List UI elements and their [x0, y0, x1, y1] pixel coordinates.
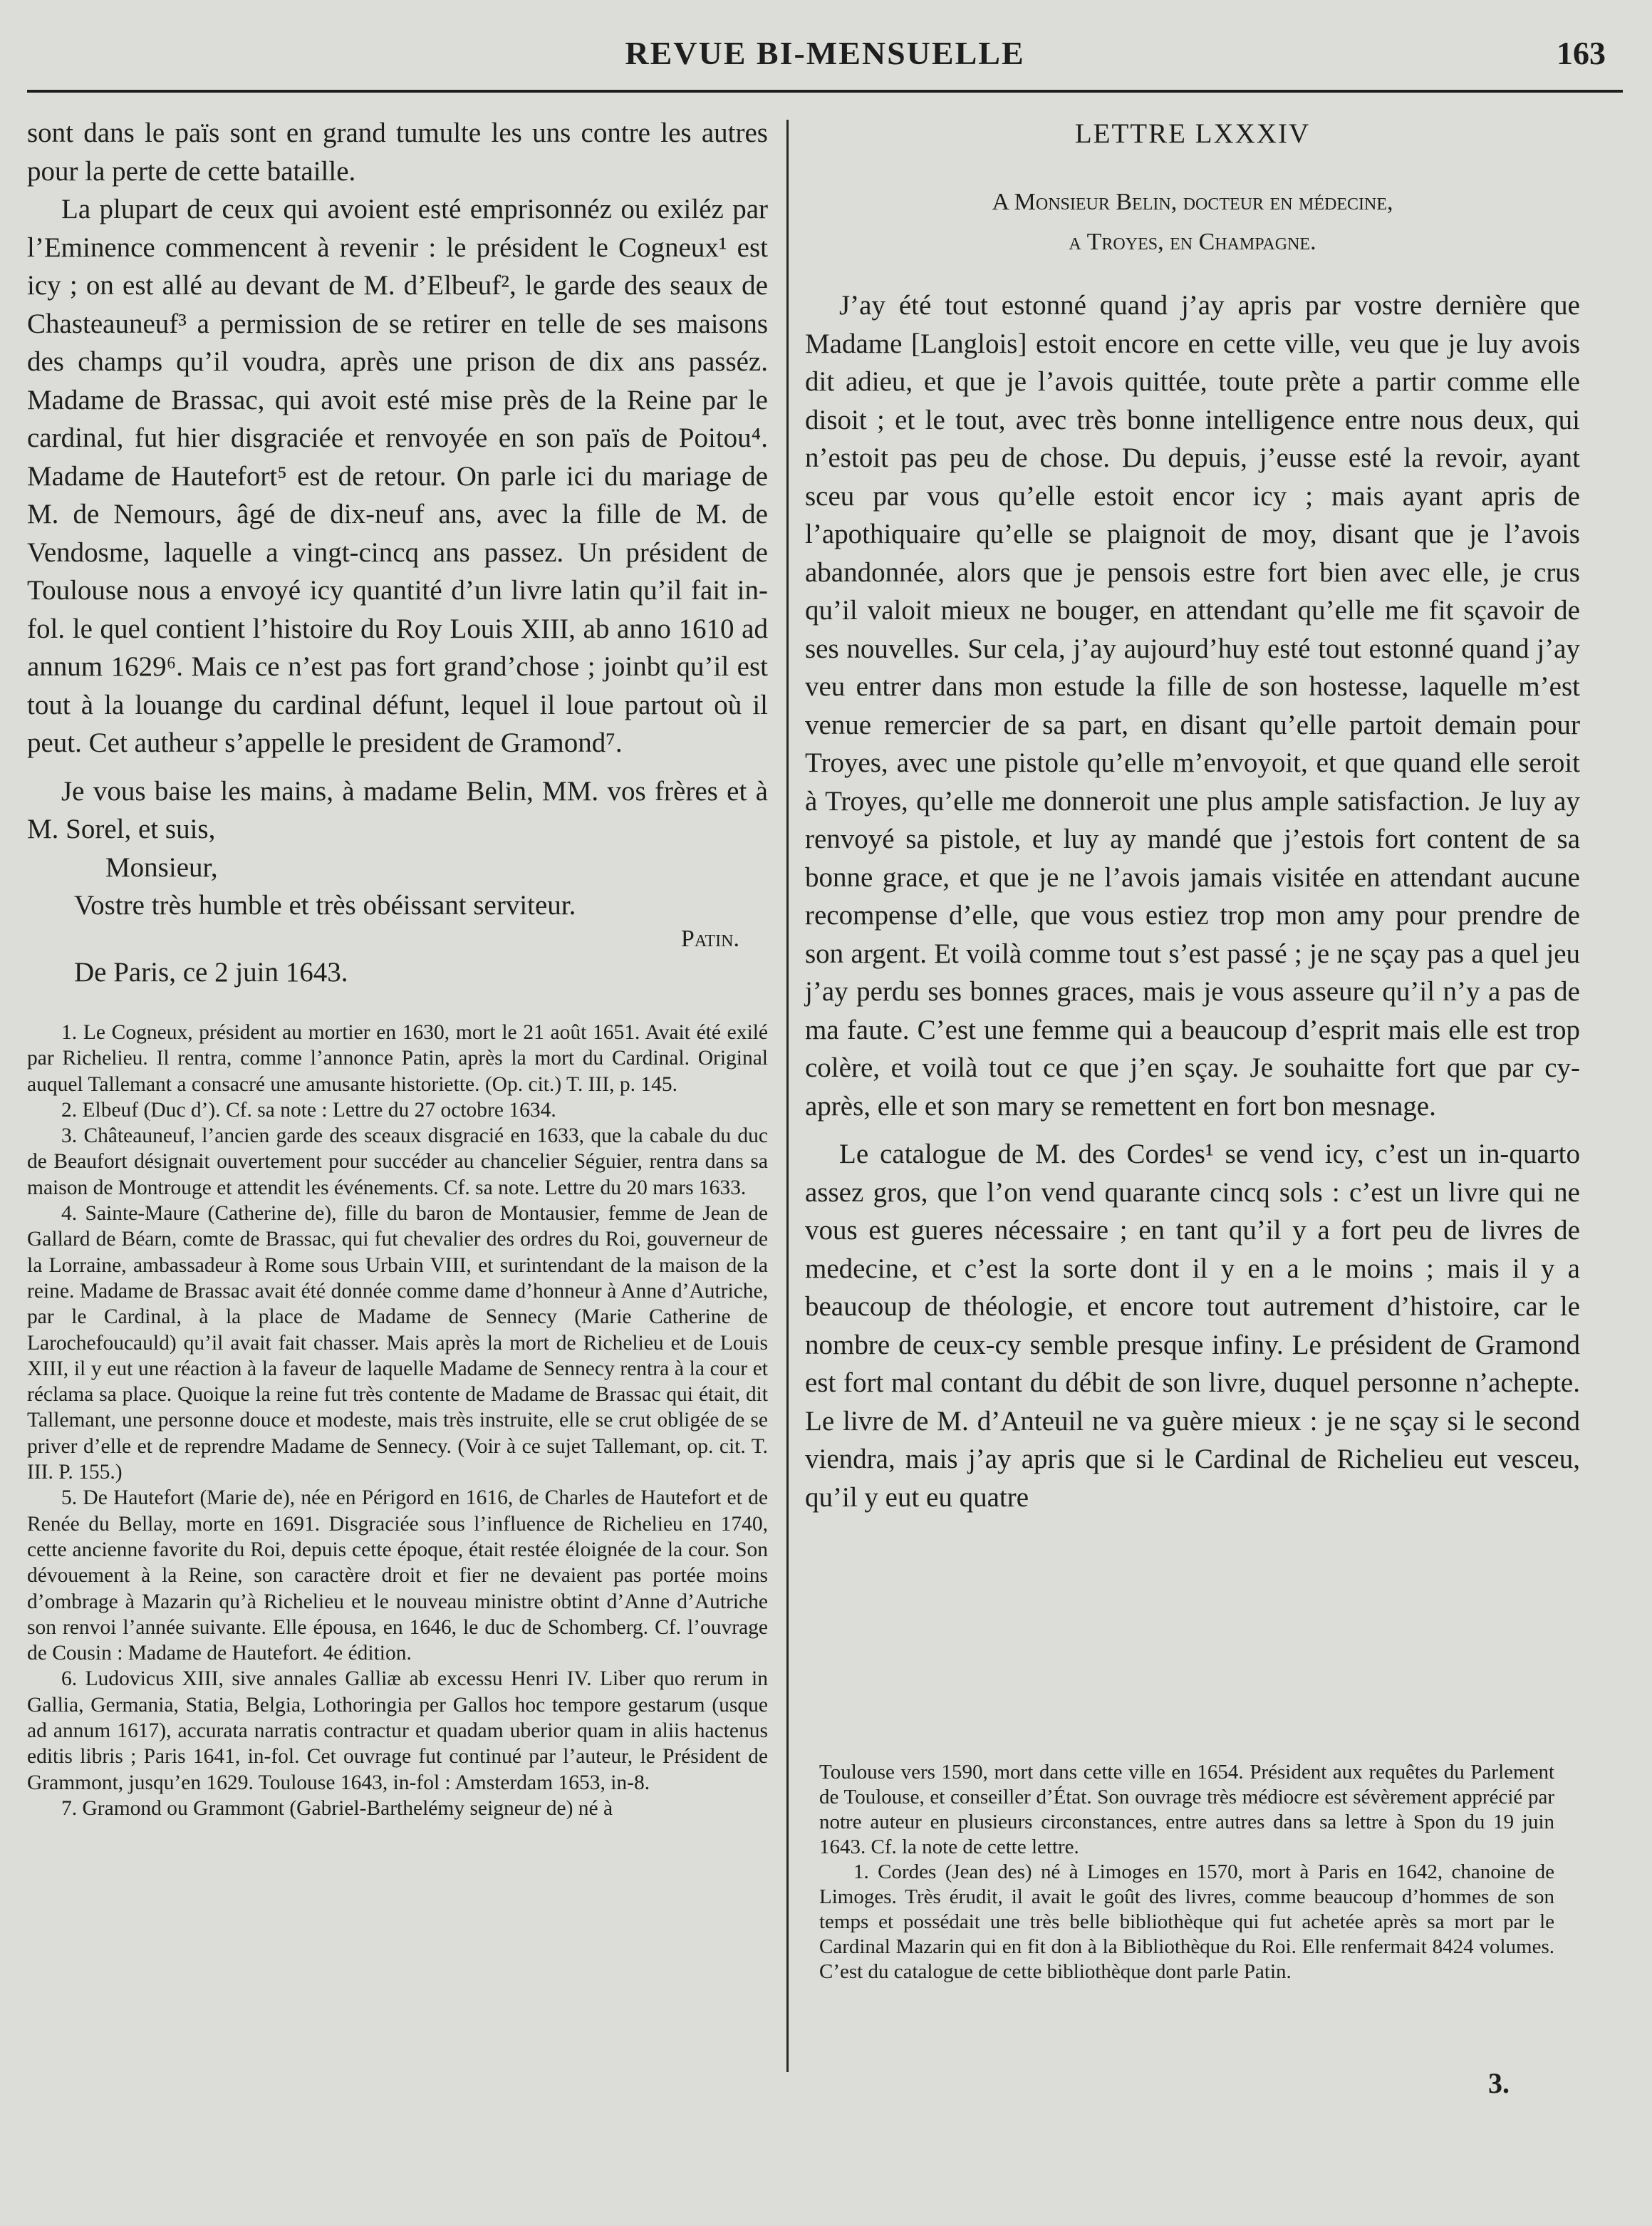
footnote-7: 7. Gramond ou Grammont (Gabriel-Barthelémy seigneur de) né à [61, 1796, 613, 1820]
footnote-5: 5. De Hautefort (Marie de), née en Périgord en 1616, de Charles de Hautefort et de Renée du Bellay, morte en 1691. Disgraciée sous l’influence de Richelieu en 1740, cette ancienne favorite du Roi, depuis cette époque, était restée éloignée de la cour. Son dévouement à la Reine, son caractère droit et fier ne devaient pas portée moins d’ombrage à Mazarin qu’à Richelieu et le nouveau ministre obtint d’Anne d’Autriche son renvoi l’année suivante. Elle épousa, en 1646, le duc de Schomberg. Cf. l’ouvrage de Cousin : Madame de Hautefort. 4e édition. [27, 1486, 768, 1665]
left-column [27, 114, 768, 1821]
letter-closing [27, 849, 768, 992]
left-paragraph-3: Je vous baise les mains, à madame Belin, MM. vos frères et à M. Sorel, et suis, [27, 775, 768, 844]
journal-title: REVUE BI-MENSUELLE [625, 35, 1025, 71]
column-divider [786, 120, 789, 2072]
address-line-1: A Monsieur Belin, docteur en médecine, [992, 189, 1393, 215]
signature-mark: 3. [1488, 2067, 1510, 2099]
footnote-7-continued: Toulouse vers 1590, mort dans cette ville en 1654. Président aux requêtes du Parlement de Toulouse, et conseiller d’État. Son ouvrage très médiocre est sévèrement apprécié par notre auteur en plusieurs circonstances, entre autres dans sa lettre à Spon du 19 juin 1643. Cf. la note de cette lettre. [819, 1761, 1554, 1858]
right-paragraph-1: J’ay été tout estonné quand j’ay apris par vostre dernière que Madame [Langlois] estoit encore en cette ville, veu que je luy avois dit adieu, et que je l’avois quittée, toute prète a partir comme elle disoit ; et le tout, avec très bonne intelligence entre nous deux, qui n’estoit pas peu de chose. Du depuis, j’eusse esté la revoir, ayant sceu par vous qu’elle estoit encor icy ; mais ayant apris de l’apothiquaire qu’elle se plaignoit de moy, disant que je l’avois abandonnée, alors que je pensois estre fort bien avec elle, je crus qu’il valoit mieux ne bouger, en attendant qu’elle me fit sçavoir de ses nouvelles. Sur cela, j’ay aujourd’huy esté tout estonné quand j’ay veu entrer dans mon estude la fille de son hostesse, laquelle m’est venue remercier de sa part, en disant qu’elle partoit demain pour Troyes, avec une pistole qu’elle m’envoyoit, et que quand elle seroit à Troyes, qu’elle me donneroit une plus ample satisfaction. Je luy ay renvoyé sa pistole, et luy ay mandé que j’estois fort content de sa bonne grace, et que je ne l’avois jamais visitée en attendant aucune recompense d’elle, que vous estiez trop mon amy pour prendre de son argent. Et voilà comme tout s’est passé ; je ne sçay pas a quel jeu j’ay perdu ses bonnes graces, mais je vous asseure qu’il n’y a pas de ma faute. C’est une femme qui a beaucoup d’esprit mais elle est trop colère, et voilà tout ce que j’en sçay. Je souhaitte fort que par cy-après, elle et son mary se remettent en fort bon mesnage. [805, 290, 1580, 1122]
footnote-3: 3. Châteauneuf, l’ancien garde des sceaux disgracié en 1633, que la cabale du duc de Beaufort désignait ouvertement pour succéder au chancelier Séguier, rentra dans sa maison de Montrouge et attendit les événements. Cf. sa note. Lettre du 20 mars 1633. [27, 1124, 768, 1199]
footnote-1: 1. Le Cogneux, président au mortier en 1630, mort le 21 août 1651. Avait été exilé par Richelieu. Il rentra, comme l’annonce Patin, après la mort du Cardinal. Original auquel Tallemant a consacré une amusante historiette. (Op. cit.) T. III, p. 145. [27, 1021, 768, 1096]
header-rule [27, 90, 1623, 93]
dateline: De Paris, ce 2 juin 1643. [74, 956, 348, 988]
footnote-4: 4. Sainte-Maure (Catherine de), fille du baron de Montausier, femme de Jean de Gallard de Béarn, comte de Brassac, qui fut chevalier des ordres du Roi, gouverneur de la Lorraine, ambassadeur à Rome sous Urbain VIII, et surintendant de la maison de la reine. Madame de Brassac avait été donnée comme dame d’honneur à Anne d’Autriche, par le Cardinal, à la place de Madame de Sennecy (Marie Catherine de Larochefoucauld) qu’il avait fait chasser. Mais après la mort de Richelieu et de Louis XIII, il y eut une réaction à la faveur de laquelle Madame de Sennecy rentra à la cour et réclama sa place. Quoique la reine fut très contente de Madame de Brassac qui était, dit Tallemant, une personne douce et modeste, mais très instruite, elle se crut obligée de se priver d’elle et de reprendre Madame de Sennecy. (Voir à ce sujet Tallemant, op. cit. T. III. P. 155.) [27, 1202, 768, 1484]
address-line-2: a Troyes, en Champagne. [1069, 229, 1316, 255]
footnote-right-1: 1. Cordes (Jean des) né à Limoges en 1570, mort à Paris en 1642, chanoine de Limoges. Très érudit, il avait le goût des livres, comme beaucoup d’hommes de son temps et possédait une très belle bibliothèque qui fut achetée après sa mort par le Cardinal Mazarin qui en fit don à la Bibliothèque du Roi. Elle renfermait 8424 volumes. C’est du catalogue de cette bibliothèque dont parle Patin. [819, 1860, 1554, 1983]
salutation: Monsieur, [105, 851, 218, 883]
running-header [27, 29, 1623, 78]
signature: Patin. [680, 925, 739, 952]
footnote-2: 2. Elbeuf (Duc d’). Cf. sa note : Lettre du 27 octobre 1634. [61, 1098, 556, 1122]
left-paragraph-1: sont dans le païs sont en grand tumulte les uns contre les autres pour la perte de cette bataille. [27, 118, 768, 187]
service-formula: Vostre très humble et très obéissant serviteur. [74, 890, 576, 921]
letter-title: LETTRE LXXXIV [1074, 118, 1311, 149]
page-number: 163 [1557, 35, 1606, 71]
right-column [805, 114, 1580, 1516]
right-footnotes [819, 1760, 1554, 1984]
right-paragraph-2: Le catalogue de M. des Cordes¹ se vend icy, c’est un in-quarto assez gros, que l’on vend quarante cincq sols : c’est un livre qui ne vous est gueres nécessaire ; en tant qu’il y a fort peu de livres de medecine, et c’est la sorte dont il y en a le moins ; mais il y a beaucoup de théologie, et encore tout autrement d’histoire, car le nombre de ceux-cy semble presque infiny. Le président de Gramond est fort mal contant du débit de son livre, duquel personne n’achepte. Le livre de M. d’Anteuil ne va guère mieux : je ne sçay si le second viendra, mais j’ay apris que si le Cardinal de Richelieu eut vesceu, qu’il y eut eu quatre [805, 1139, 1580, 1513]
footnote-6: 6. Ludovicus XIII, sive annales Galliæ ab excessu Henri IV. Liber quo rerum in Gallia, Germania, Statia, Belgia, Lothoringia per Gallos hoc tempore gestarum (usque ad annum 1617), accurata narratis contractur et quadam uberior quam in aliis hactenus editis libris ; Paris 1641, in-fol. Cet ouvrage fut continué par l’auteur, le Président de Grammont, jusqu’en 1629. Toulouse 1643, in-fol : Amsterdam 1653, in-8. [27, 1667, 768, 1794]
letter-body [805, 286, 1580, 1516]
left-paragraph-2: La plupart de ceux qui avoient esté emprisonnéz ou exiléz par l’Eminence commencent à revenir : le président le Cogneux¹ est icy ; on est allé au devant de M. d’Elbeuf², le garde des seaux de Chasteauneuf³ a permission de se retirer en telle de ses maisons des champs qu’il voudra, après une prison de dix ans passéz. Madame de Brassac, qui avoit esté mise près de la Reine par le cardinal, fut hier disgraciée et renvoyée en son païs de Poitou⁴. Madame de Hautefort⁵ est de retour. On parle ici du mariage de M. de Nemours, âgé de dix-neuf ans, avec la fille de M. de Vendosme, laquelle a vingt-cincq ans passez. Un président de Toulouse nous a envoyé icy quantité d’un livre latin qu’il fait in-fol. le quel contient l’histoire du Roy Louis XIII, ab anno 1610 ad annum 1629⁶. Mais ce n’est pas fort grand’chose ; joinbt qu’il est tout à la louange du cardinal défunt, lequel il loue partout où il peut. Cet autheur s’appelle le president de Gramond⁷. [27, 194, 768, 758]
left-footnotes [27, 1020, 768, 1821]
